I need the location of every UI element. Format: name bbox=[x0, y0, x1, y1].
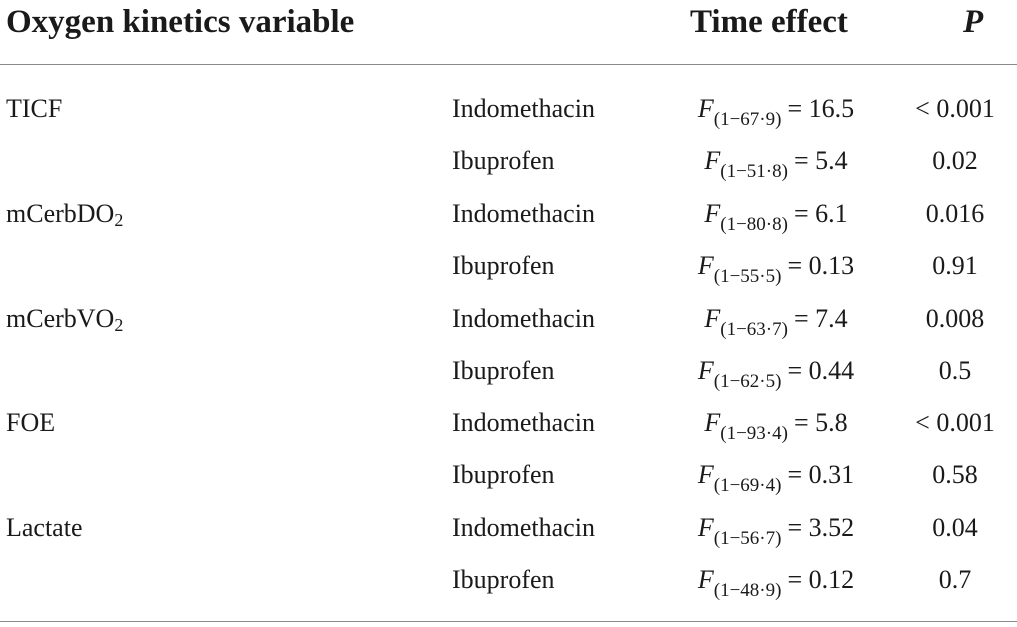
cell-time-effect bbox=[660, 249, 892, 287]
table-row bbox=[0, 144, 1017, 196]
cell-variable bbox=[6, 406, 55, 440]
cell-p-value: 0.04 bbox=[932, 513, 978, 542]
header-time-effect: Time effect bbox=[690, 4, 848, 40]
stat-value: = 6.1 bbox=[793, 199, 848, 228]
cell-time-effect bbox=[660, 92, 892, 130]
table-row bbox=[0, 563, 1017, 615]
cell-variable bbox=[6, 302, 123, 336]
cell-p-value: 0.58 bbox=[932, 460, 978, 489]
bottom-rule bbox=[0, 621, 1017, 622]
degrees-of-freedom: (1−69·4) bbox=[713, 475, 782, 496]
stat-symbol: F bbox=[697, 513, 714, 542]
degrees-of-freedom: (1−93·4) bbox=[720, 423, 788, 444]
variable-name: TICF bbox=[6, 94, 63, 123]
cell-variable bbox=[6, 511, 83, 545]
cell-drug: Indomethacin bbox=[452, 513, 595, 542]
cell-p-value: 0.91 bbox=[932, 251, 978, 280]
cell-drug: Ibuprofen bbox=[452, 460, 555, 489]
table-row bbox=[0, 354, 1017, 406]
cell-drug: Indomethacin bbox=[452, 199, 595, 228]
stat-symbol: F bbox=[704, 304, 721, 333]
variable-name: mCerbVO bbox=[6, 304, 115, 333]
cell-drug: Ibuprofen bbox=[452, 565, 555, 594]
table-row bbox=[0, 92, 1017, 144]
degrees-of-freedom: (1−51·8) bbox=[720, 161, 788, 182]
header-p-value: P bbox=[963, 4, 984, 40]
cell-time-effect bbox=[660, 563, 892, 601]
cell-time-effect bbox=[660, 144, 892, 182]
stat-value: = 3.52 bbox=[787, 513, 855, 542]
cell-drug: Indomethacin bbox=[452, 94, 595, 123]
cell-variable bbox=[6, 197, 123, 231]
degrees-of-freedom: (1−63·7) bbox=[720, 319, 788, 340]
table-row bbox=[0, 197, 1017, 249]
table-row bbox=[0, 458, 1017, 510]
stat-value: = 0.12 bbox=[787, 565, 855, 594]
stat-symbol: F bbox=[697, 356, 714, 385]
variable-subscript: 2 bbox=[114, 210, 124, 230]
cell-p-value: < 0.001 bbox=[915, 94, 995, 123]
table-row bbox=[0, 511, 1017, 563]
stat-symbol: F bbox=[697, 565, 714, 594]
cell-p-value: 0.7 bbox=[938, 565, 972, 594]
variable-name: FOE bbox=[6, 408, 56, 437]
stat-symbol: F bbox=[704, 408, 721, 437]
degrees-of-freedom: (1−56·7) bbox=[713, 528, 782, 549]
cell-drug: Ibuprofen bbox=[452, 356, 555, 385]
stat-value: = 5.8 bbox=[793, 408, 848, 437]
cell-time-effect bbox=[660, 354, 892, 392]
table-row bbox=[0, 406, 1017, 458]
cell-time-effect bbox=[660, 197, 892, 235]
cell-drug: Ibuprofen bbox=[452, 251, 555, 280]
stat-symbol: F bbox=[697, 94, 714, 123]
variable-name: Lactate bbox=[6, 513, 83, 542]
degrees-of-freedom: (1−55·5) bbox=[713, 266, 782, 287]
cell-time-effect bbox=[660, 458, 892, 496]
cell-variable bbox=[6, 92, 62, 126]
cell-time-effect bbox=[660, 302, 892, 340]
cell-drug: Indomethacin bbox=[452, 304, 595, 333]
stat-symbol: F bbox=[704, 146, 721, 175]
cell-drug: Indomethacin bbox=[452, 408, 595, 437]
stat-symbol: F bbox=[697, 460, 714, 489]
cell-p-value: < 0.001 bbox=[915, 408, 995, 437]
stat-value: = 7.4 bbox=[793, 304, 848, 333]
stat-value: = 16.5 bbox=[787, 94, 855, 123]
degrees-of-freedom: (1−48·9) bbox=[713, 580, 782, 601]
variable-subscript: 2 bbox=[114, 315, 124, 335]
header-variable: Oxygen kinetics variable bbox=[6, 4, 355, 40]
stat-value: = 0.31 bbox=[787, 460, 855, 489]
cell-p-value: 0.02 bbox=[932, 146, 978, 175]
cell-time-effect bbox=[660, 406, 892, 444]
cell-p-value: 0.008 bbox=[925, 304, 985, 333]
stat-symbol: F bbox=[704, 199, 721, 228]
stat-value: = 0.44 bbox=[787, 356, 855, 385]
degrees-of-freedom: (1−67·9) bbox=[713, 109, 782, 130]
stat-symbol: F bbox=[697, 251, 714, 280]
stat-value: = 0.13 bbox=[787, 251, 855, 280]
cell-p-value: 0.5 bbox=[938, 356, 972, 385]
cell-time-effect bbox=[660, 511, 892, 549]
degrees-of-freedom: (1−62·5) bbox=[713, 371, 782, 392]
stat-value: = 5.4 bbox=[793, 146, 848, 175]
table-row bbox=[0, 302, 1017, 354]
table-row bbox=[0, 249, 1017, 301]
cell-drug: Ibuprofen bbox=[452, 146, 555, 175]
degrees-of-freedom: (1−80·8) bbox=[720, 214, 788, 235]
variable-name: mCerbDO bbox=[6, 199, 115, 228]
cell-p-value: 0.016 bbox=[925, 199, 985, 228]
